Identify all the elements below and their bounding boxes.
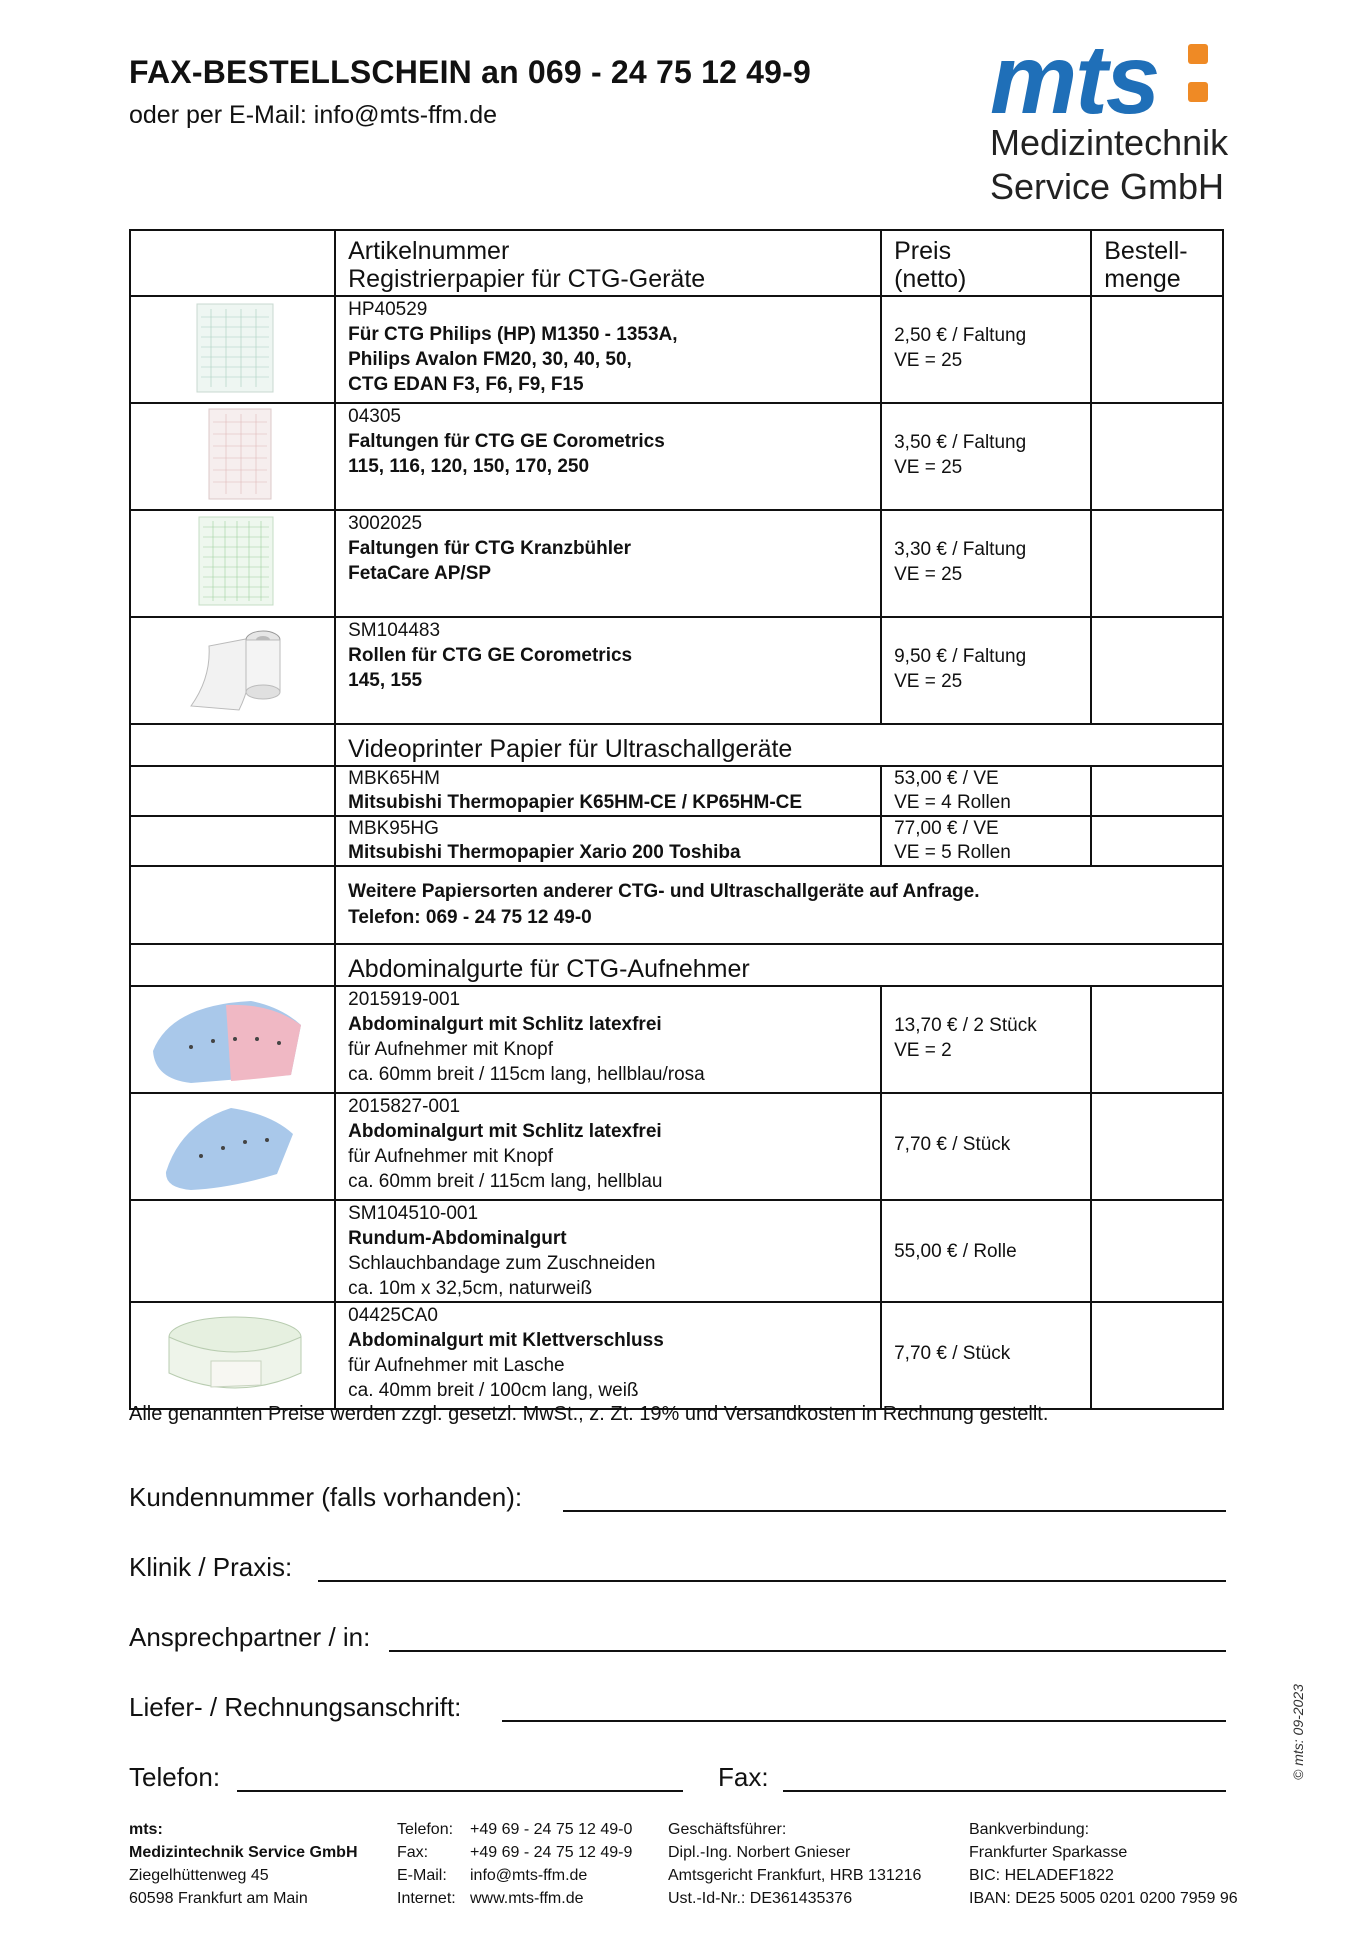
- price-subheader: (netto): [894, 265, 967, 293]
- table-header: [130, 230, 1223, 296]
- logo-colon-icon: [1188, 44, 1208, 120]
- article-number: SM104510-001: [348, 1203, 479, 1224]
- product-image: [130, 403, 335, 510]
- phone-label: Telefon:: [129, 1762, 221, 1792]
- price: 77,00 € / VE: [894, 818, 999, 839]
- page-subtitle: oder per E-Mail: info@mts-ffm.de: [129, 101, 498, 129]
- order-table: [129, 229, 1224, 1410]
- product-name: Philips Avalon FM20, 30, 40, 50,: [348, 349, 632, 370]
- ctg-fold-paper-icon: [131, 404, 335, 504]
- contact-person-field[interactable]: [389, 1650, 1226, 1652]
- product-detail: für Aufnehmer mit Lasche: [348, 1355, 565, 1376]
- info-text: Weitere Papiersorten anderer CTG- und Ultraschallgeräte auf Anfrage.: [348, 881, 980, 902]
- footer-text: BIC: HELADEF1822: [969, 1867, 1114, 1884]
- quantity-cell[interactable]: [1091, 816, 1223, 866]
- section-title: Videoprinter Papier für Ultraschallgeräte: [348, 735, 793, 763]
- quantity-header: Bestell-: [1104, 237, 1188, 265]
- article-number: 04305: [348, 406, 401, 427]
- footer-text: Ziegelhüttenweg 45: [129, 1867, 269, 1884]
- page-title: FAX-BESTELLSCHEIN an 069 - 24 75 12 49-9: [129, 54, 812, 90]
- phone-field[interactable]: [237, 1790, 683, 1792]
- price-header: Preis: [894, 237, 952, 265]
- article-number: MBK65HM: [348, 768, 440, 789]
- product-detail: für Aufnehmer mit Knopf: [348, 1146, 554, 1167]
- footer-text: +49 69 - 24 75 12 49-9: [470, 1844, 633, 1861]
- footer-contact-values: [470, 1818, 632, 1910]
- footer-website-link[interactable]: www.mts-ffm.de: [470, 1890, 584, 1907]
- address-field[interactable]: [502, 1720, 1226, 1722]
- product-name: 115, 116, 120, 150, 170, 250: [348, 456, 590, 477]
- ctg-fold-paper-icon: [131, 511, 335, 611]
- customer-number-field[interactable]: [563, 1510, 1226, 1512]
- product-name: Rollen für CTG GE Corometrics: [348, 645, 633, 666]
- clinic-label: Klinik / Praxis:: [129, 1552, 293, 1582]
- product-name: Abdominalgurt mit Schlitz latexfrei: [348, 1014, 662, 1035]
- product-name: Faltungen für CTG GE Corometrics: [348, 431, 665, 452]
- quantity-cell[interactable]: [1091, 617, 1223, 724]
- section-row: [130, 944, 1223, 986]
- product-detail: für Aufnehmer mit Knopf: [348, 1039, 554, 1060]
- product-image: [130, 617, 335, 724]
- product-name: Abdominalgurt mit Klettverschluss: [348, 1330, 664, 1351]
- logo-company-line1: Medizintechnik: [990, 122, 1229, 163]
- price: 3,50 € / Faltung: [894, 432, 1027, 453]
- table-row: [130, 1093, 1223, 1200]
- belt-blue-icon: [131, 1094, 335, 1194]
- footer-text: IBAN: DE25 5005 0201 0200 7959 96: [969, 1890, 1238, 1907]
- footer-text: +49 69 - 24 75 12 49-0: [470, 1821, 633, 1838]
- fax-field[interactable]: [783, 1790, 1226, 1792]
- article-header: Artikelnummer: [348, 237, 510, 265]
- quantity-subheader: menge: [1104, 265, 1181, 293]
- packing-unit: VE = 4 Rollen: [894, 792, 1011, 813]
- fax-label: Fax:: [718, 1762, 769, 1792]
- product-name: Für CTG Philips (HP) M1350 - 1353A,: [348, 324, 678, 345]
- footer-email-link[interactable]: info@mts-ffm.de: [470, 1867, 588, 1884]
- clinic-field[interactable]: [318, 1580, 1226, 1582]
- article-number: 04425CA0: [348, 1305, 438, 1326]
- price: 7,70 € / Stück: [894, 1134, 1011, 1155]
- article-number: HP40529: [348, 299, 428, 320]
- footer-text: 60598 Frankfurt am Main: [129, 1890, 308, 1907]
- product-name: Mitsubishi Thermopapier Xario 200 Toshiba: [348, 842, 741, 863]
- product-detail: ca. 40mm breit / 100cm lang, weiß: [348, 1380, 639, 1401]
- article-number: 2015827-001: [348, 1096, 461, 1117]
- paper-roll-icon: [131, 618, 335, 718]
- info-phone: Telefon: 069 - 24 75 12 49-0: [348, 907, 592, 928]
- product-detail: ca. 60mm breit / 115cm lang, hellblau/rosa: [348, 1064, 705, 1085]
- article-number: 3002025: [348, 513, 423, 534]
- table-row: [130, 766, 1223, 816]
- section-title: Abdominalgurte für CTG-Aufnehmer: [348, 955, 750, 983]
- product-image: [130, 1200, 335, 1302]
- footer-text: Amtsgericht Frankfurt, HRB 131216: [668, 1867, 922, 1884]
- packing-unit: VE = 25: [894, 350, 963, 371]
- product-image: [130, 510, 335, 617]
- company-logo: mts: [990, 24, 1159, 134]
- price: 13,70 € / 2 Stück: [894, 1015, 1037, 1036]
- address-label: Liefer- / Rechnungsanschrift:: [129, 1692, 462, 1722]
- footer-contact-labels: [397, 1818, 456, 1910]
- price: 7,70 € / Stück: [894, 1343, 1011, 1364]
- product-detail: Schlauchbandage zum Zuschneiden: [348, 1253, 656, 1274]
- product-image: [130, 1093, 335, 1200]
- table-row: [130, 816, 1223, 866]
- belt-blue-pink-icon: [131, 987, 335, 1087]
- article-number: SM104483: [348, 620, 441, 641]
- logo-company-line2: Service GmbH: [990, 166, 1225, 207]
- footer-text: Internet:: [397, 1890, 456, 1907]
- packing-unit: VE = 25: [894, 564, 963, 585]
- footer-text: Telefon:: [397, 1821, 454, 1838]
- price: 9,50 € / Faltung: [894, 646, 1027, 667]
- quantity-cell[interactable]: [1091, 1200, 1223, 1302]
- product-name: FetaCare AP/SP: [348, 563, 492, 584]
- product-image: [130, 296, 335, 403]
- footer-management: [668, 1818, 921, 1910]
- table-row: [130, 617, 1223, 724]
- product-detail: ca. 10m x 32,5cm, naturweiß: [348, 1278, 593, 1299]
- quantity-cell[interactable]: [1091, 986, 1223, 1093]
- image-header-cell: [130, 230, 335, 296]
- product-image: [130, 986, 335, 1093]
- quantity-cell[interactable]: [1091, 510, 1223, 617]
- footer-text: Dipl.-Ing. Norbert Gnieser: [668, 1844, 851, 1861]
- price: 2,50 € / Faltung: [894, 325, 1027, 346]
- contact-person-label: Ansprechpartner / in:: [129, 1622, 371, 1652]
- table-row: [130, 986, 1223, 1093]
- product-name: Mitsubishi Thermopapier K65HM-CE / KP65HM-CE: [348, 792, 803, 813]
- product-name: Faltungen für CTG Kranzbühler: [348, 538, 632, 559]
- table-row: [130, 1200, 1223, 1302]
- product-detail: ca. 60mm breit / 115cm lang, hellblau: [348, 1171, 663, 1192]
- packing-unit: VE = 25: [894, 457, 963, 478]
- ctg-fold-paper-icon: [131, 297, 335, 397]
- table-row: [130, 403, 1223, 510]
- quantity-cell[interactable]: [1091, 296, 1223, 403]
- product-name: Rundum-Abdominalgurt: [348, 1228, 567, 1249]
- article-number: 2015919-001: [348, 989, 461, 1010]
- product-name: 145, 155: [348, 670, 423, 691]
- info-row: [130, 866, 1223, 944]
- quantity-cell[interactable]: [1091, 766, 1223, 816]
- footer-company: [129, 1818, 358, 1910]
- article-number: MBK95HG: [348, 818, 439, 839]
- product-image: [130, 1302, 335, 1409]
- footer-text: Frankfurter Sparkasse: [969, 1844, 1128, 1861]
- packing-unit: VE = 25: [894, 671, 963, 692]
- table-row: [130, 296, 1223, 403]
- belt-velcro-icon: [131, 1303, 335, 1403]
- article-subheader: Registrierpapier für CTG-Geräte: [348, 265, 706, 293]
- packing-unit: VE = 5 Rollen: [894, 842, 1011, 863]
- price: 53,00 € / VE: [894, 768, 999, 789]
- quantity-cell[interactable]: [1091, 1302, 1223, 1409]
- customer-number-label: Kundennummer (falls vorhanden):: [129, 1482, 523, 1512]
- price-note: Alle genannten Preise werden zzgl. gesetzl. MwSt., z. Zt. 19% und Versandkosten in Rechnung gestellt.: [129, 1403, 1049, 1425]
- footer-text: Medizintechnik Service GmbH: [129, 1844, 358, 1861]
- table-row: [130, 510, 1223, 617]
- table-row: [130, 1302, 1223, 1409]
- quantity-cell[interactable]: [1091, 1093, 1223, 1200]
- footer-bank: [969, 1818, 1238, 1910]
- price: 3,30 € / Faltung: [894, 539, 1027, 560]
- footer-text: Geschäftsführer:: [668, 1821, 787, 1838]
- section-row: [130, 724, 1223, 766]
- product-name: Abdominalgurt mit Schlitz latexfrei: [348, 1121, 662, 1142]
- footer-text: Ust.-Id-Nr.: DE361435376: [668, 1890, 853, 1907]
- footer-text: Fax:: [397, 1844, 429, 1861]
- copyright-note: © mts: 09-2023: [1290, 1684, 1306, 1780]
- footer-text: mts:: [129, 1821, 163, 1838]
- footer-text: E-Mail:: [397, 1867, 447, 1884]
- footer-text: Bankverbindung:: [969, 1821, 1090, 1838]
- packing-unit: VE = 2: [894, 1040, 952, 1061]
- product-name: CTG EDAN F3, F6, F9, F15: [348, 374, 584, 395]
- quantity-cell[interactable]: [1091, 403, 1223, 510]
- price: 55,00 € / Rolle: [894, 1241, 1017, 1262]
